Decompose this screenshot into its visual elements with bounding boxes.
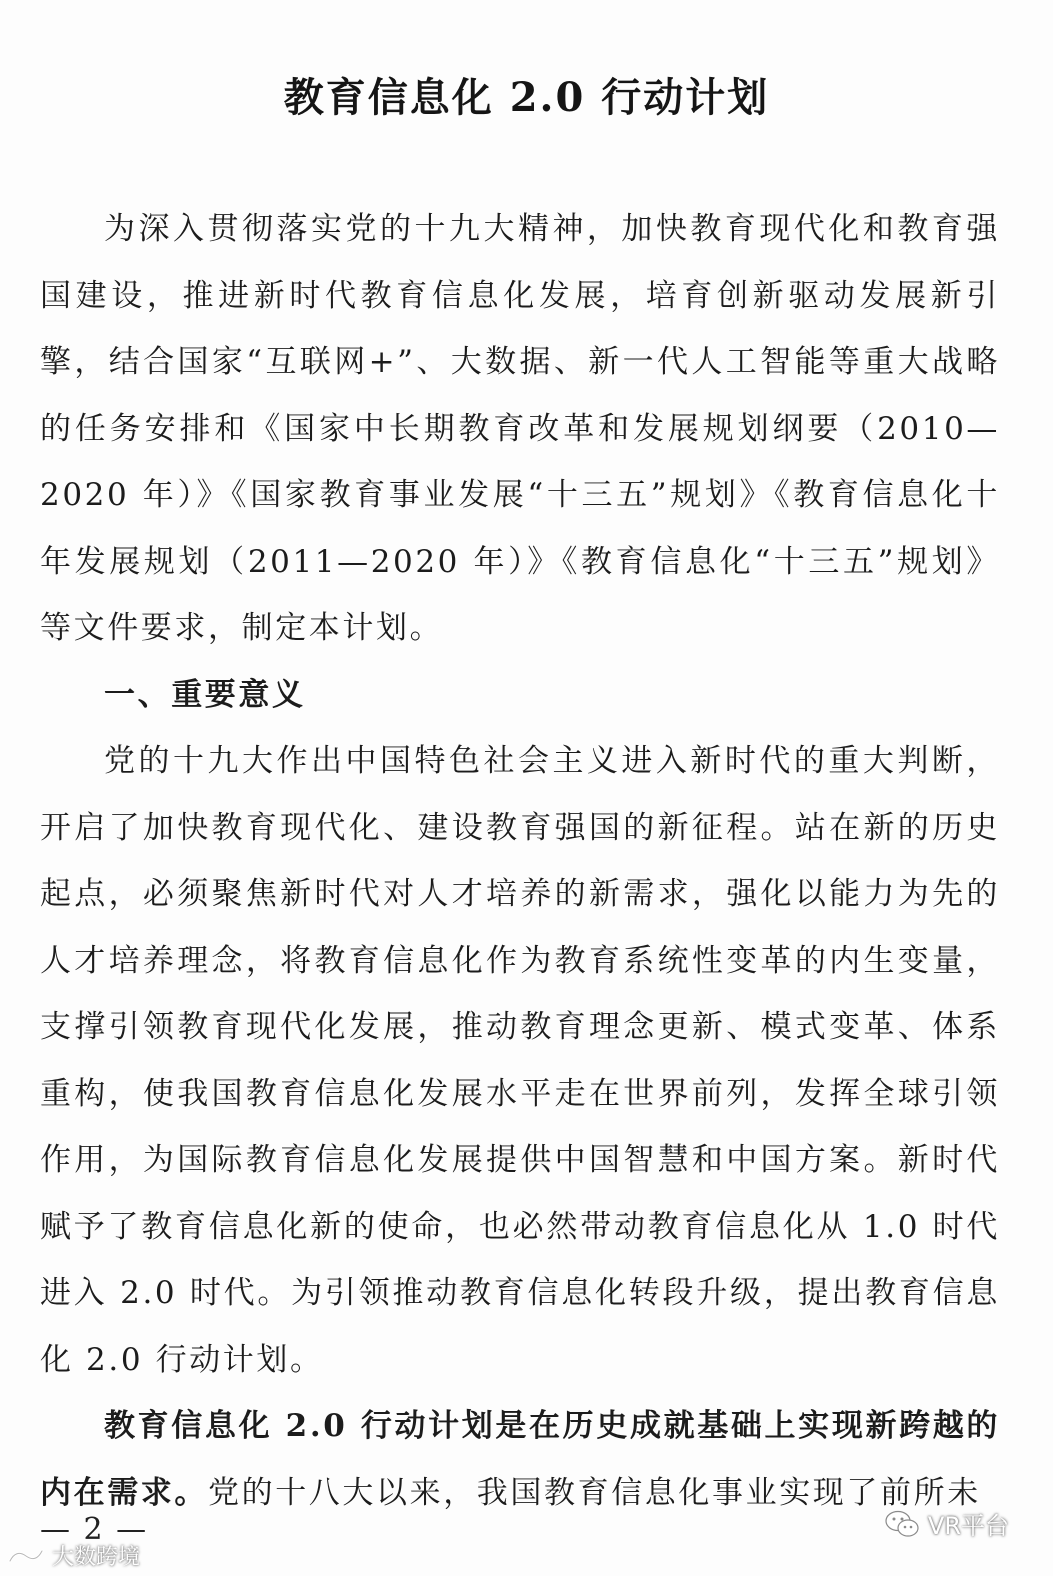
final-paragraph <box>40 1393 1000 1526</box>
watermark-left <box>6 1540 140 1571</box>
significance-paragraph: 党的十九大作出中国特色社会主义进入新时代的重大判断，开启了加快教育现代化、建设教育强国的新征程。站在新的历史起点，必须聚焦新时代对人才培养的新需求，强化以能力为先的人才培养理念，将教育信息化作为教育系统性变革的内生变量，支撑引领教育现代化发展，推动教育理念更新、模式变革、体系重构，使我国教育信息化发展水平走在世界前列，发挥全球引领作用，为国际教育信息化发展提供中国智慧和中国方案。新时代赋予了教育信息化新的使命，也必然带动教育信息化从 1.0 时代进入 2.0 时代。为引领推动教育信息化转段升级，提出教育信息化 2.0 行动计划。 <box>40 743 1000 1378</box>
final-paragraph-rest: 党的十八大以来，我国教育信息化事业实现了前所未 <box>208 1474 981 1511</box>
brand-logo-icon <box>6 1545 46 1567</box>
watermark-right <box>884 1506 1009 1541</box>
section-heading: 一、重要意义 <box>104 676 306 713</box>
document-body <box>40 196 1000 1526</box>
watermark-right-text: VR平台 <box>927 1512 1009 1540</box>
watermark-left-text: 大数跨境 <box>52 1545 141 1570</box>
document-title: 教育信息化 2.0 行动计划 <box>283 74 770 121</box>
intro-paragraph: 为深入贯彻落实党的十九大精神，加快教育现代化和教育强国建设，推进新时代教育信息化发展，培育创新驱动发展新引擎，结合国家“互联网+”、大数据、新一代人工智能等重大战略的任务安排和《国家中长期教育改革和发展规划纲要（2010—2020 年）》《国家教育事业发展“十三五”规划》《教育信息化十年发展规划（2011—2020 年）》《教育信息化“十三五”规划》等文件要求，制定本计划。 <box>40 211 1000 646</box>
final-paragraph-bold-lead: 教育信息化 2.0 行动计划是在历史成就基础上实现新跨越的内在需求。 <box>40 1408 1000 1511</box>
page-number: — 2 — <box>40 1512 149 1547</box>
wechat-icon <box>884 1509 920 1539</box>
